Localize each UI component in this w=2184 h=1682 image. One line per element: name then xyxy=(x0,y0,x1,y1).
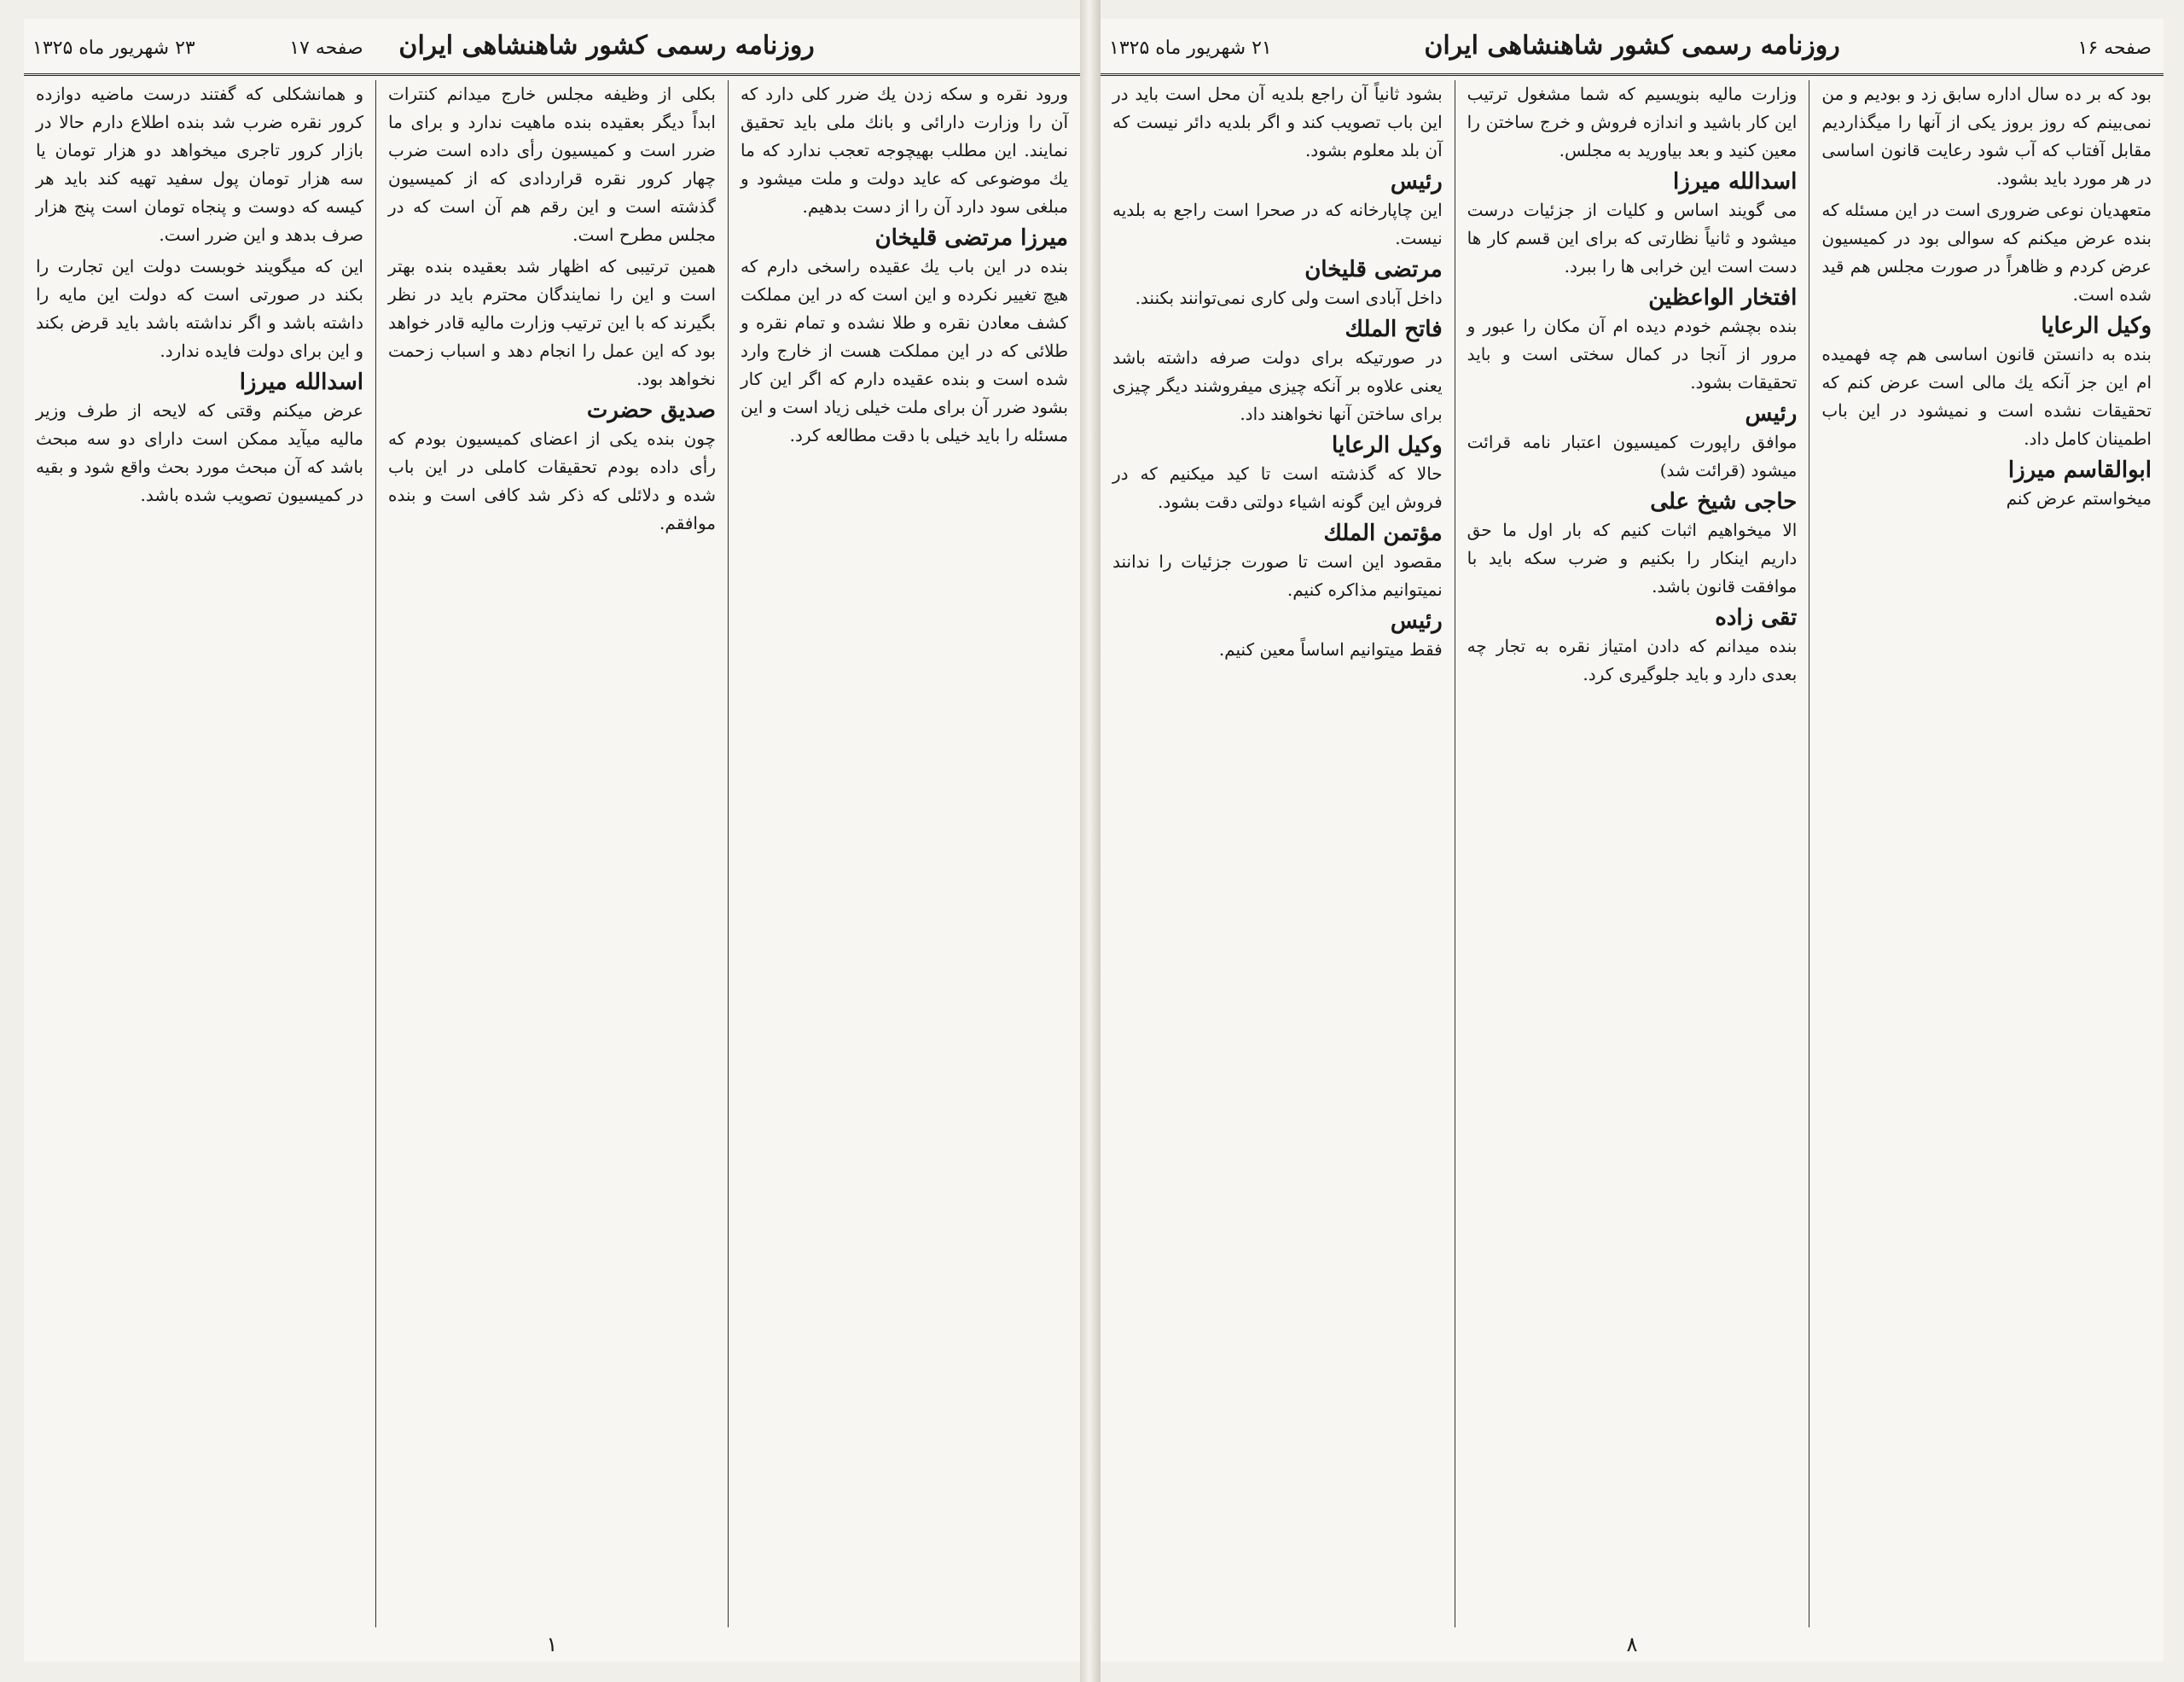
paragraph: چون بنده یکی از اعضای کمیسیون بودم که رأی داده بودم تحقیقات کاملی در این باب شده و دلائلی که ذکر شد کافی است و بنده موافقم. xyxy=(388,428,716,533)
paragraph: وزارت مالیه بنویسیم که شما مشغول ترتیب این کار باشید و اندازه فروش و خرج ساختن را معین کنید و بعد بیاورید به مجلس. xyxy=(1467,84,1798,160)
right-header-title-text: روزنامه رسمی کشور شاهنشاهی ایران xyxy=(1424,31,1840,61)
paragraph: و همانشکلی که گفتند درست ماضیه دوازده کرور نقره ضرب شد بنده اطلاع دارم حالا در بازار کرور تاجری میخواهد دو هزار تومان یا سه هزار تومان پول سفید تهیه کند باید هر کیسه که دوست و پنجاه تومان است پنج هزار صرف بدهد و این ضرر است. xyxy=(36,84,363,245)
article-column xyxy=(375,80,728,1627)
article-column xyxy=(728,80,1080,1627)
paragraph: حالا که گذشته است تا کید میکنیم که در فروش این گونه اشیاء دولتی دقت بشود. xyxy=(1112,463,1443,512)
speaker-name: رئیس xyxy=(1390,169,1443,195)
article-column xyxy=(24,80,375,1627)
paragraph: در صورتیکه برای دولت صرفه داشته باشد یعنی علاوه بر آنکه چیزی میفروشند دیگر چیزی برای ساختن آنها نخواهند داد. xyxy=(1112,347,1443,424)
speaker-name: وکیل الرعایا xyxy=(1332,433,1443,458)
left-page xyxy=(24,19,1080,1662)
paragraph: مقصود این است تا صورت جزئیات را ندانند نمیتوانیم مذاکره کنیم. xyxy=(1112,551,1443,600)
paragraph: بشود ثانیاً آن راجع بلدیه آن محل است باید در این باب تصویب کند و اگر بلدیه دائر نیست که آن بلد معلوم بشود. xyxy=(1112,84,1443,160)
speaker-name: اسدالله میرزا xyxy=(239,370,363,395)
speaker-name: تقی زاده xyxy=(1715,605,1798,631)
right-header-title xyxy=(1101,31,2164,61)
left-header-date: ۲۳ شهریور ماه ۱۳۲۵ xyxy=(32,38,195,59)
left-header-page: صفحه ۱۷ xyxy=(289,38,363,59)
paragraph: بنده در این باب یك عقیده راسخی دارم که هیچ تغییر نکرده و این است که در این مملکت کشف معادن نقره و طلا نشده و تمام نقره و طلائی که در این مملکت هست از خارج وارد شده است و بنده عقیده دارم که اگر این کار بشود ضرر آن برای ملت خیلی زیاد است و این مسئله را باید خیلی با دقت مطالعه کرد. xyxy=(741,256,1068,445)
left-columns xyxy=(24,80,1080,1627)
left-page-number: ۱ xyxy=(546,1633,558,1656)
right-columns xyxy=(1101,80,2164,1627)
article-column xyxy=(1455,80,1809,1627)
article-column xyxy=(1101,80,1455,1627)
right-page xyxy=(1101,19,2164,1662)
speaker-name: مرتضی قلیخان xyxy=(1304,257,1443,282)
speaker-name: افتخار الواعظین xyxy=(1648,285,1798,311)
paragraph: بنده میدانم که دادن امتیاز نقره به تجار چه بعدی دارد و باید جلوگیری کرد. xyxy=(1467,636,1798,684)
paragraph: همین ترتیبی که اظهار شد بعقیده بنده بهتر است و این را نمایندگان محترم باید در نظر بگیرند که با این ترتیب وزارت مالیه قادر خواهد بود که این عمل را انجام دهد و اسباب زحمت نخواهد بود. xyxy=(388,256,716,389)
paragraph: عرض میکنم وقتی که لایحه از طرف وزیر مالیه میآید ممکن است دارای دو سه مبحث باشد که آن مبحث مورد بحث واقع شود و بقیه در کمیسیون تصویب شده باشد. xyxy=(36,400,363,505)
speaker-name: مؤتمن الملك xyxy=(1323,521,1443,546)
paragraph: این چاپارخانه که در صحرا است راجع به بلدیه نیست. xyxy=(1112,200,1443,248)
speaker-name: ابوالقاسم میرزا xyxy=(2007,457,2152,483)
paragraph: ورود نقره و سکه زدن یك ضرر كلی دارد كه آن را وزارت دارائی و بانك ملی باید تحقیق نمایند. این مطلب بهیچوجه تعجب ندارد که ما یك موضوعی که عاید دولت و ملت میشود و مبلغی سود دارد آن را از دست بدهیم. xyxy=(741,84,1068,217)
paragraph: داخل آبادی است ولی کاری نمی‌توانند بکنند. xyxy=(1135,288,1443,308)
paragraph: بنده به دانستن قانون اساسی هم چه فهمیده ام این جز آنکه یك مالی است عرض کنم که تحقیقات نشده است و نمیشود در این باب اطمینان کامل داد. xyxy=(1821,344,2152,449)
speaker-name: رئیس xyxy=(1390,608,1443,634)
paragraph: موافق راپورت کمیسیون اعتبار نامه قرائت میشود (قرائت شد) xyxy=(1467,432,1798,480)
speaker-name: میرزا مرتضی قلیخان xyxy=(874,225,1068,251)
paragraph: می گویند اساس و کلیات از جزئیات درست میشود و ثانیاً نظارتی که برای این قسم کار ها دست است این خرابی ها را ببرد. xyxy=(1467,200,1798,276)
paragraph: میخواستم عرض کنم xyxy=(2006,488,2152,509)
left-masthead xyxy=(24,19,1080,76)
right-masthead xyxy=(1101,19,2164,76)
page-fold xyxy=(1080,0,1101,1682)
speaker-name: وکیل الرعایا xyxy=(2041,313,2152,339)
paragraph: بود که بر ده ‌سال اداره سابق زد و بودیم و من نمی‌بینم كه روز بروز یکی از آنها را میگذاردیم مقابل آفتاب که آب شود رعایت قانون اساسی در هر مورد باید بشود. xyxy=(1821,84,2152,189)
paragraph: این که میگویند خوبست دولت این تجارت را بکند در صورتی است که دولت این مایه را داشته باشد و اگر نداشته باشد باید قرض بکند و این برای دولت فایده ندارد. xyxy=(36,256,363,361)
right-page-number: ۸ xyxy=(1626,1633,1638,1656)
speaker-name: اسدالله میرزا xyxy=(1673,169,1798,195)
paragraph: متعهدیان نوعی ضروری است در این مسئله که بنده عرض میکنم که سوالی بود در کمیسیون عرض کردم و ظاهراً در صورت مجلس هم قید شده است. xyxy=(1821,200,2152,305)
speaker-name: فاتح الملك xyxy=(1345,317,1443,342)
paragraph: بنده بچشم خودم دیده ام آن مکان را عبور و مرور از آنجا در کمال سختی است و باید تحقیقات بشود. xyxy=(1467,316,1798,393)
left-header-title-text: روزنامه رسمی کشور شاهنشاهی ایران xyxy=(398,31,815,61)
speaker-name: رئیس xyxy=(1745,401,1798,427)
speaker-name: صدیق حضرت xyxy=(586,398,716,423)
right-header-date: ۲۱ شهریور ماه ۱۳۲۵ xyxy=(1109,38,1272,59)
speaker-name: حاجی شیخ علی xyxy=(1650,489,1798,515)
left-header-title xyxy=(24,31,1080,61)
paragraph: الا میخواهیم اثبات کنیم که بار اول ما حق داریم اینکار را بکنیم و ضرب سکه باید با موافقت قانون باشد. xyxy=(1467,520,1798,597)
right-header-page: صفحه ۱۶ xyxy=(2077,38,2152,59)
article-column xyxy=(1809,80,2164,1627)
paragraph: فقط میتوانیم اساساً معین کنیم. xyxy=(1218,639,1443,660)
paragraph: بکلی از وظیفه مجلس خارج میدانم کنترات ابداً دیگر بعقیده بنده ماهیت ندارد و برای ما ضرر است و کمیسیون رأی داده است ضرب چهار کرور نقره قراردادی که از کمیسیون گذشته است و این رقم هم آن است که در مجلس مطرح است. xyxy=(388,84,716,245)
